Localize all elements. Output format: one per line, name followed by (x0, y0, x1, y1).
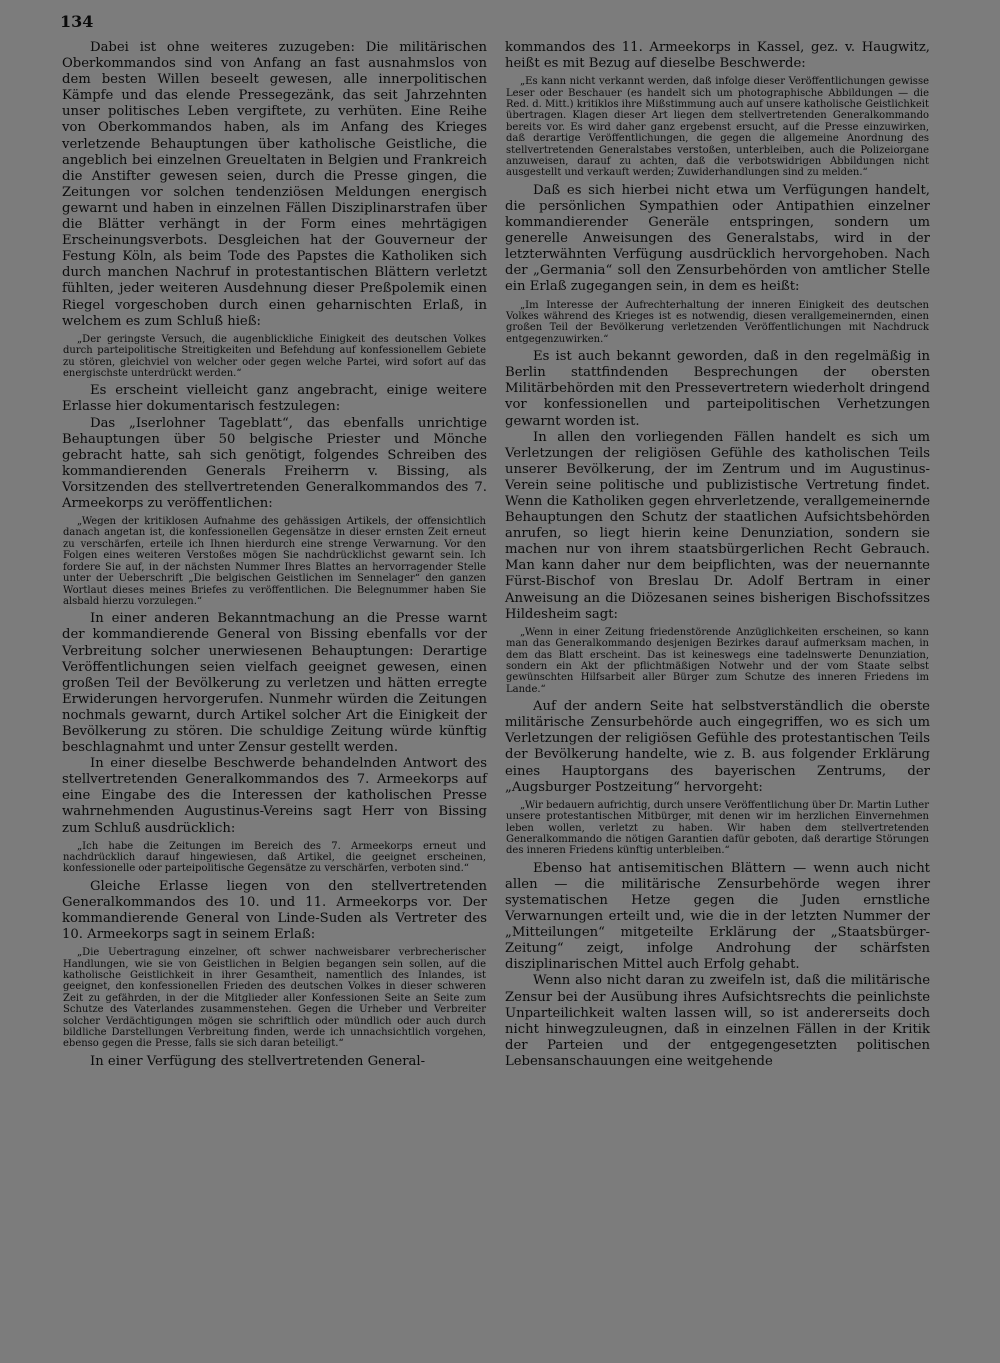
body-paragraph: In einer anderen Bekanntmachung an die Presse warnt der kommandierende General von Bissing ebenfalls vor der Verbreitung solcher unerwiesenen Behauptungen: Derartige Veröffentlichungen seien vielfach geeignet gewesen, einen großen Teil der Bevölkerung zu verletzen und hätten erregte Erwiderungen hervorgerufen. Nunmehr würden die Zeitungen nochmals gewarnt, durch Artikel solcher Art die Einigkeit der Bevölkerung zu stören. Die schuldige Zeitung würde künftig beschlagnahmt und unter Zensur gestellt werden. (62, 611, 487, 756)
page-number: 134 (60, 12, 94, 31)
body-paragraph: In einer dieselbe Beschwerde behandelnden Antwort des stellvertretenden Generalkommandos des 7. Armeekorps auf eine Eingabe des die Interessen der katholischen Presse wahrnehmenden Augustinus-Vereins sagt Herr von Bissing zum Schluß ausdrücklich: (62, 756, 487, 836)
quoted-passage: „Wir bedauern aufrichtig, durch unsere Veröffentlichung über Dr. Martin Luther unsere protestantischen Mitbürger, mit denen wir im herzlichen Einvernehmen leben wollen, verletzt zu haben. Wir haben dem stellvertretenden Generalkommando die nötigen Garantien dafür geboten, daß derartige Störungen des inneren Friedens künftig unterbleiben.“ (506, 799, 929, 857)
quoted-passage: „Der geringste Versuch, die augenblickliche Einigkeit des deutschen Volkes durch parteipolitische Streitigkeiten und Befehdung auf konfessionellem Gebiete zu stören, gleichviel von welcher oder gegen welche Partei, wird sofort auf das energischste unterdrückt werden.“ (63, 333, 486, 379)
body-paragraph: Wenn also nicht daran zu zweifeln ist, daß die militärische Zensur bei der Ausübung ihres Aufsichtsrechts die peinlichste Unparteilichkeit walten lassen will, so ist andererseits doch nicht hinwegzuleugnen, daß in einzelnen Fällen in der Kritik der Parteien und der entgegengesetzten politischen Lebensanschauungen eine weitgehende (505, 973, 930, 1069)
body-paragraph: Dabei ist ohne weiteres zuzugeben: Die militärischen Oberkommandos sind von Anfang an fast ausnahmslos von dem besten Willen beseelt gewesen, alle innerpolitischen Kämpfe und das elende Pressegezänk, das seit Jahrzehnten unser politisches Leben vergiftete, zu verhüten. Eine Reihe von Oberkommandos haben, als im Anfang des Krieges verletzende Behauptungen über katholische Geistliche, die angeblich bei einzelnen Greueltaten in Belgien und Frankreich die Anstifter gewesen seien, durch die Presse gingen, die Zeitungen vor solchen tendenziösen Meldungen energisch gewarnt und haben in einzelnen Fällen Disziplinarstrafen über die Blätter verhängt in der Form eines mehrtägigen Erscheinungsverbots. Desgleichen hat der Gouverneur der Festung Köln, als beim Tode des Papstes die Katholiken sich durch manchen Nachruf in protestantischen Blättern verletzt fühlten, jeder weiteren Ausdehnung dieser Preßpolemik einen Riegel vorgeschoben durch einen geharnischten Erlaß, in welchem es zum Schluß hieß: (62, 40, 487, 329)
quoted-passage: „Im Interesse der Aufrechterhaltung der inneren Einigkeit des deutschen Volkes während des Krieges ist es notwendig, diesen verallgemeinernden, einen großen Teil der Bevölkerung verletzenden Veröffentlichungen mit Nachdruck entgegenzuwirken.“ (506, 299, 929, 345)
body-paragraph: Auf der andern Seite hat selbstverständlich die oberste militärische Zensurbehörde auch eingegriffen, wo es sich um Verletzungen der religiösen Gefühle des protestantischen Teils der Bevölkerung handelte, wie z. B. aus folgender Erklärung eines Hauptorgans des bayerischen Zentrums, der „Augsburger Postzeitung“ hervorgeht: (505, 699, 930, 795)
body-paragraph: Es erscheint vielleicht ganz angebracht, einige weitere Erlasse hier dokumentarisch festzulegen: (62, 383, 487, 415)
body-paragraph: Es ist auch bekannt geworden, daß in den regelmäßig in Berlin stattfindenden Besprechungen der obersten Militärbehörden mit den Pressevertretern wiederholt dringend vor konfessionellen und parteipolitischen Verhetzungen gewarnt worden ist. (505, 349, 930, 429)
left-column (62, 40, 487, 1070)
body-paragraph: Ebenso hat antisemitischen Blättern — wenn auch nicht allen — die militärische Zensurbehörde wegen ihrer systematischen Hetze gegen die Juden ernstliche Verwarnungen erteilt und, wie die in der letzten Nummer der „Mitteilungen“ mitgeteilte Erklärung der „Staatsbürger-Zeitung“ zeigt, infolge Androhung der schärfsten disziplinarischen Mittel auch Erfolg gehabt. (505, 860, 930, 973)
body-paragraph: Daß es sich hierbei nicht etwa um Verfügungen handelt, die persönlichen Sympathien oder Antipathien einzelner kommandierender Generäle entspringen, sondern um generelle Anweisungen des Generalstabs, wird in der letzterwähnten Verfügung ausdrücklich hervorgehoben. Nach der „Germania“ soll den Zensurbehörden von amtlicher Stelle ein Erlaß zugegangen sein, in dem es heißt: (505, 182, 930, 295)
body-paragraph: In einer Verfügung des stellvertretenden General- (90, 1053, 426, 1069)
quoted-passage: „Wenn in einer Zeitung friedenstörende Anzüglichkeiten erscheinen, so kann man das Generalkommando desjenigen Bezirkes darauf aufmerksam machen, in dem das Blatt erscheint. Das ist keineswegs eine tadelnswerte Denunziation, sondern ein Akt der pflichtmäßigen Notwehr und der vom Staate selbst gewünschten Hilfsarbeit aller Bürger zum Schutze des inneren Friedens im Lande.“ (506, 626, 929, 695)
body-paragraph: Gleiche Erlasse liegen von den stellvertretenden Generalkommandos des 10. und 11. Armeekorps vor. Der kommandierende General von Linde-Suden als Vertreter des 10. Armeekorps sagt in seinem Erlaß: (62, 878, 487, 943)
quoted-passage: „Die Uebertragung einzelner, oft schwer nachweisbarer verbrecherischer Handlungen, wie sie von Geistlichen in Belgien begangen sein sollen, auf die katholische Geistlichkeit in ihrer Gesamtheit, namentlich des Inlandes, ist geeignet, den konfessionellen Frieden des deutschen Volkes in dieser schweren Zeit zu gefährden, in der die Mitglieder aller Konfessionen Seite an Seite zum Schutze des Vaterlandes zusammenstehen. Gegen die Urheber und Verbreiter solcher Verdächtigungen mögen sie schriftlich oder mündlich oder auch durch bildliche Darstellungen Verbreitung finden, werde ich unnachsichtlich vorgehen, ebenso gegen die Presse, falls sie sich daran beteiligt.“ (63, 947, 486, 1050)
body-paragraph: Das „Iserlohner Tageblatt“, das ebenfalls unrichtige Behauptungen über 50 belgische Priester und Mönche gebracht hatte, sah sich genötigt, folgendes Schreiben des kommandierenden Generals Freiherrn v. Bissing, als Vorsitzenden des stellvertretenden Generalkommandos des 7. Armeekorps zu veröffentlichen: (62, 415, 487, 511)
body-paragraph: kommandos des 11. Armeekorps in Kassel, gez. v. Haugwitz, heißt es mit Bezug auf dieselbe Beschwerde: (505, 40, 930, 72)
quoted-passage: „Es kann nicht verkannt werden, daß infolge dieser Veröffentlichungen gewisse Leser oder Beschauer (es handelt sich um photographische Abbildungen — die Red. d. Mitt.) kritiklos ihre Mißstimmung auch auf unsere katholische Geistlichkeit übertragen. Klagen dieser Art liegen dem stellvertretenden Generalkommando bereits vor. Es wird daher ganz ergebenst ersucht, auf die Presse einzuwirken, daß derartige Veröffentlichungen, die gegen die allgemeine Anordnung des stellvertretenden Generalstabes verstoßen, unterbleiben, auch die Polizeiorgane anzuweisen, darauf zu achten, daß die verbotswidrigen Abbildungen nicht ausgestellt und verkauft werden; Zuwiderhandlungen sind zu melden.“ (506, 76, 929, 179)
quoted-passage: „Ich habe die Zeitungen im Bereich des 7. Armeekorps erneut und nachdrücklich darauf hingewiesen, daß Artikel, die geeignet erscheinen, konfessionelle oder parteipolitische Gegensätze zu verschärfen, verboten sind.“ (63, 840, 486, 875)
quoted-passage: „Wegen der kritiklosen Aufnahme des gehässigen Artikels, der offensichtlich danach angetan ist, die konfessionellen Gegensätze in dieser ernsten Zeit erneut zu verschärfen, erteile ich Ihnen hierdurch eine strenge Verwarnung. Vor den Folgen eines weiteren Verstoßes mögen Sie nachdrücklichst gewarnt sein. Ich fordere Sie auf, in der nächsten Nummer Ihres Blattes an hervorragender Stelle unter der Ueberschrift „Die belgischen Geistlichen im Sennelager“ den ganzen Wortlaut dieses meines Briefes zu veröffentlichen. Die Belegnummer haben Sie alsbald hierzu vorzulegen.“ (63, 516, 486, 607)
body-paragraph: In allen den vorliegenden Fällen handelt es sich um Verletzungen der religiösen Gefühle des katholischen Teils unserer Bevölkerung, der im Zentrum und im Augustinus-Verein seine politische und publizistische Vertretung findet. Wenn die Katholiken gegen ehrverletzende, verallgemeinernde Behauptungen den Schutz der staatlichen Aufsichtsbehörden anrufen, so liegt hierin keine Denunziation, sondern sie machen nur von ihrem staatsbürgerlichen Recht Gebrauch. Man kann daher nur dem beipflichten, was der neuernannte Fürst-Bischof von Breslau Dr. Adolf Bertram in einer Anweisung an die Diözesanen seines bisherigen Bischofssitzes Hildesheim sagt: (505, 429, 930, 622)
right-column (505, 40, 930, 1070)
